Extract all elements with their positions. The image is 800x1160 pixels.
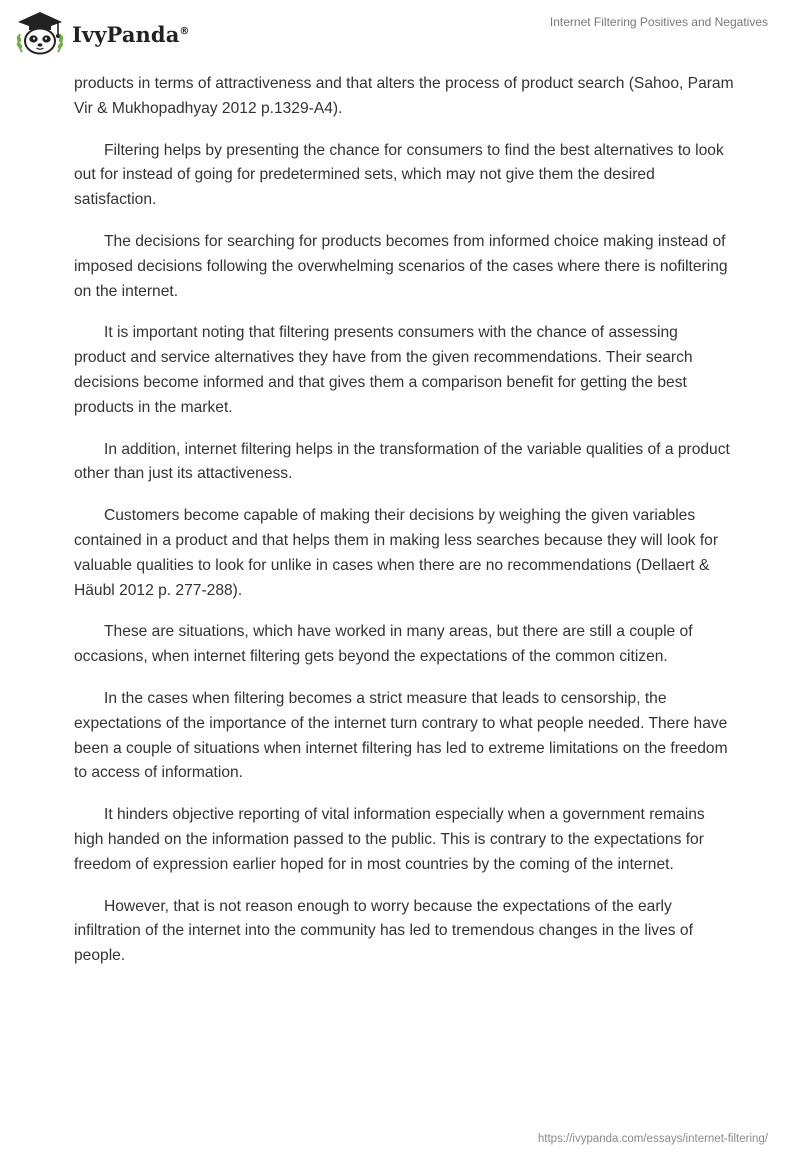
- essay-body: [74, 72, 734, 986]
- paragraph: It is important noting that filtering presents consumers with the chance of assessing product and service alternatives they have from the given recommendations. Their search decisions become informed and that gives them a comparison benefit for getting the best products in the market.: [74, 324, 693, 416]
- paragraph: Filtering helps by presenting the chance for consumers to find the best alternatives to look out for instead of going for predetermined sets, which may not give them the desired satisfaction.: [74, 141, 724, 209]
- paragraph: These are situations, which have worked in many areas, but there are still a couple of occasions, when internet filtering gets beyond the expectations of the common citizen.: [74, 623, 693, 666]
- paragraph: However, that is not reason enough to worry because the expectations of the early infiltration of the internet into the community has led to tremendous changes in the lives of people.: [74, 897, 693, 965]
- paragraph: In the cases when filtering becomes a strict measure that leads to censorship, the expectations of the importance of the internet turn contrary to what people needed. There have been a couple of situations when internet filtering has led to extreme limitations on the freedom to access of information.: [74, 689, 728, 782]
- paragraph: In addition, internet filtering helps in the transformation of the variable qualities of a product other than just its attactiveness.: [74, 440, 730, 483]
- panda-graduate-icon: [14, 8, 66, 56]
- paragraph: products in terms of attractiveness and that alters the process of product search (Sahoo, Param Vir & Mukhopadhyay 2012 p.1329-A4).: [74, 75, 734, 117]
- source-url-link[interactable]: https://ivypanda.com/essays/internet-filtering/: [537, 1133, 768, 1145]
- ivypanda-logo[interactable]: [14, 8, 190, 56]
- brand-name: IvyPanda®: [72, 21, 190, 47]
- registered-mark: ®: [179, 25, 190, 37]
- paragraph: Customers become capable of making their decisions by weighing the given variables contained in a product and that helps them in making less searches because they will look for valuable qualities to look for unlike in cases when there are no recommendations (Dellaert & Häubl 2012 p. 277-288).: [74, 507, 719, 599]
- page-header: [0, 0, 800, 64]
- document-title: Internet Filtering Positives and Negatives: [549, 15, 768, 29]
- paragraph: The decisions for searching for products becomes from informed choice making instead of imposed decisions following the overwhelming scenarios of the cases where there is nofiltering on the internet.: [74, 232, 728, 300]
- paragraph: It hinders objective reporting of vital information especially when a government remains high handed on the information passed to the public. This is contrary to the expectations for freedom of expression earlier hoped for in most countries by the coming of the internet.: [74, 806, 705, 873]
